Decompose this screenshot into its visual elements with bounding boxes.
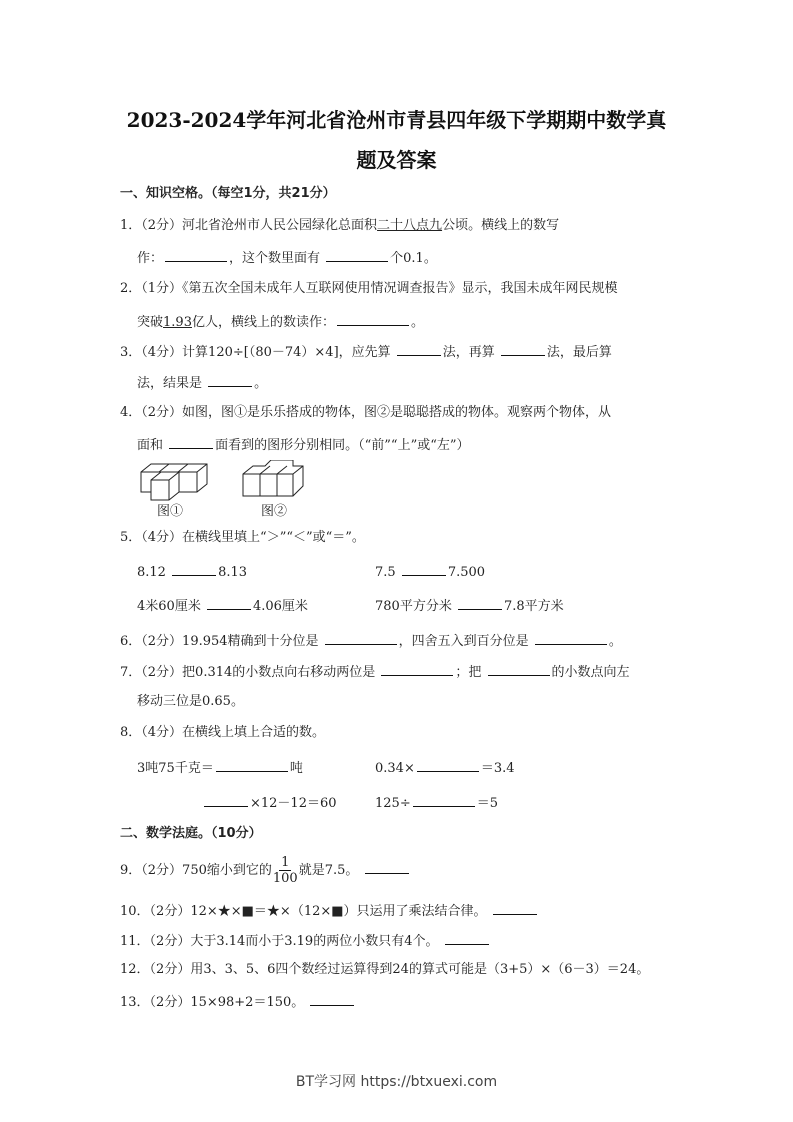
document-title-line1: 2023-2024学年河北省沧州市青县四年级下学期期中数学真	[126, 108, 667, 132]
question-line	[137, 312, 424, 332]
question-line	[120, 992, 356, 1012]
text: 12．（2分）用3、3、5、6四个数经过运算得到24的算式可能是（3+5）×（6－3）＝24。	[120, 962, 650, 977]
question-line	[120, 529, 365, 547]
text: 13．（2分）15×98+2＝150。	[120, 995, 309, 1010]
text: 的小数点向左	[551, 665, 630, 680]
text: 法，结果是	[137, 376, 207, 391]
text: 7.8平方米	[503, 599, 564, 614]
cube-figure-drawing	[137, 460, 337, 505]
answer-blank[interactable]	[172, 562, 216, 576]
question-line	[120, 931, 491, 951]
answer-blank[interactable]	[413, 793, 475, 807]
question-line	[120, 342, 612, 362]
answer-blank[interactable]	[216, 758, 288, 772]
question-line	[137, 373, 267, 393]
text: 法，最后算	[546, 345, 612, 360]
question-line	[375, 758, 515, 778]
text: 11．（2分）大于3.14而小于3.19的两位小数只有4个。	[120, 934, 443, 949]
section-heading	[120, 825, 262, 843]
question-line	[120, 961, 649, 979]
question-line	[137, 435, 470, 455]
cube-figures	[137, 460, 337, 519]
text: 8.12	[137, 565, 171, 580]
text: 7．（2分）把0.314的小数点向右移动两位是	[120, 665, 380, 680]
section-heading	[120, 185, 336, 203]
answer-blank[interactable]	[535, 631, 607, 645]
question-line	[120, 901, 539, 921]
answer-blank[interactable]	[458, 596, 502, 610]
answer-blank[interactable]	[207, 596, 251, 610]
text: 5．（4分）在横线里填上“＞”“＜”或“＝”。	[120, 530, 365, 545]
text: 作：	[137, 251, 164, 266]
question-line	[120, 631, 622, 651]
question-line	[137, 596, 308, 616]
text: ，这个数里面有	[229, 251, 325, 266]
text: 移动三位是0.65。	[137, 694, 244, 709]
question-line	[120, 855, 411, 886]
answer-blank[interactable]	[381, 662, 453, 676]
answer-blank[interactable]	[204, 793, 248, 807]
answer-blank[interactable]	[488, 662, 550, 676]
underlined-text: 二十八点九	[377, 218, 443, 233]
question-line	[137, 693, 244, 711]
question-line	[120, 404, 611, 422]
question-line	[120, 662, 630, 682]
answer-blank[interactable]	[493, 901, 537, 915]
question-line	[375, 793, 498, 813]
text: 。	[410, 315, 424, 330]
answer-blank[interactable]	[310, 992, 354, 1006]
question-line	[120, 217, 559, 235]
text: 4.06厘米	[252, 599, 308, 614]
text: 一、知识空格。（每空1分，共21分）	[120, 186, 336, 201]
answer-blank[interactable]	[208, 373, 252, 387]
text: 7.5	[375, 565, 400, 580]
question-line	[120, 724, 325, 742]
text: 法，再算	[442, 345, 499, 360]
text: 就是7.5。	[298, 863, 363, 878]
answer-blank[interactable]	[337, 312, 409, 326]
answer-blank[interactable]	[501, 342, 545, 356]
text: 125÷	[375, 796, 411, 811]
footer-watermark: BT学习网 https://btxuexi.com	[295, 1074, 498, 1090]
text: ×12－12＝60	[250, 796, 337, 811]
answer-blank[interactable]	[402, 562, 446, 576]
answer-blank[interactable]	[417, 758, 479, 772]
text: 8．（4分）在横线上填上合适的数。	[120, 725, 326, 740]
figure-2-caption: 图②	[261, 504, 288, 519]
answer-blank[interactable]	[365, 860, 409, 874]
text: 4米60厘米	[137, 599, 205, 614]
text: 二、数学法庭。（10分）	[120, 826, 262, 841]
text: 3吨75千克＝	[137, 761, 214, 776]
document-title-line2: 题及答案	[356, 148, 437, 172]
text: 10．（2分）12×★×■＝★×（12×■）只运用了乘法结合律。	[120, 904, 491, 919]
text: ；把	[455, 665, 486, 680]
text: 8.13	[218, 565, 248, 580]
text: ，四舍五入到百分位是	[398, 634, 533, 649]
text: 4．（2分）如图，图①是乐乐搭成的物体，图②是聪聪搭成的物体。观察两个物体，从	[120, 405, 612, 420]
question-line	[137, 248, 437, 268]
text: ＝3.4	[480, 761, 515, 776]
figure-1-caption: 图①	[157, 504, 184, 519]
answer-blank[interactable]	[325, 631, 397, 645]
text: 。	[254, 376, 268, 391]
question-line	[375, 596, 564, 616]
text: 6．（2分）19.954精确到十分位是	[120, 634, 323, 649]
text: 780平方分米	[375, 599, 456, 614]
question-line	[137, 562, 247, 582]
text: 突破	[137, 315, 164, 330]
text: 亿人，横线上的数读作：	[191, 315, 335, 330]
text: 2．（1分）《第五次全国未成年人互联网使用情况调查报告》显示，我国未成年网民规模	[120, 281, 618, 296]
question-line	[375, 562, 485, 582]
answer-blank[interactable]	[326, 248, 388, 262]
text: 面看到的图形分别相同。（“前”“上”或“左”）	[215, 438, 470, 453]
text: 面和	[137, 438, 168, 453]
fraction-numerator: 1	[281, 855, 290, 870]
answer-blank[interactable]	[397, 342, 441, 356]
text: ＝5	[476, 796, 498, 811]
question-line	[202, 793, 337, 813]
answer-blank[interactable]	[445, 931, 489, 945]
fraction-denominator: 100	[272, 871, 298, 886]
text: 1．（2分）河北省沧州市人民公园绿化总面积	[120, 218, 378, 233]
text: 吨	[289, 761, 303, 776]
question-line	[120, 280, 618, 298]
answer-blank[interactable]	[165, 248, 227, 262]
text: 3．（4分）计算120÷[（80－74）×4]，应先算	[120, 345, 395, 360]
underlined-text: 1.93	[163, 315, 192, 330]
text: 。	[608, 634, 622, 649]
text: 个0.1。	[390, 251, 437, 266]
text: 公顷。横线上的数写	[442, 218, 560, 233]
fraction	[273, 855, 298, 886]
text: 7.500	[447, 565, 486, 580]
answer-blank[interactable]	[169, 435, 213, 449]
text: 9．（2分）750缩小到它的	[120, 863, 272, 878]
text: 0.34×	[375, 761, 415, 776]
question-line	[137, 758, 303, 778]
